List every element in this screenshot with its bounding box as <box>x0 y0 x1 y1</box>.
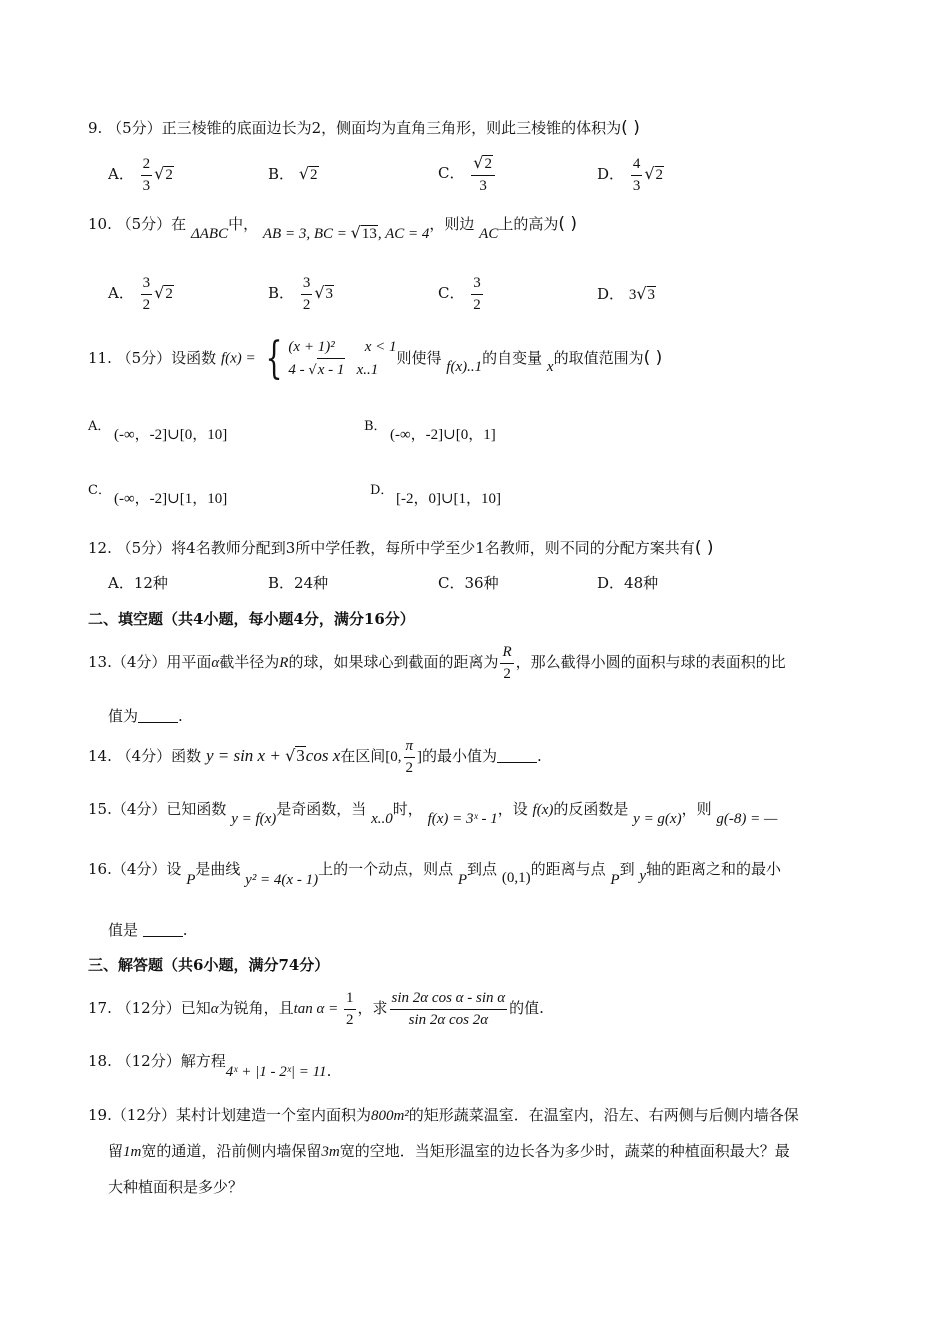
q12-option-b: B．24种 <box>268 574 329 592</box>
q11-option-c-letter: C． <box>88 483 111 498</box>
q11-option-d: [-2，0]∪[1，10] <box>396 491 502 507</box>
q16-line2: 值是 . <box>108 921 188 939</box>
section-heading-answers: 三、解答题（共6小题，满分74分） <box>88 956 330 974</box>
q12-option-c: C．36种 <box>438 574 499 592</box>
q9-option-c: C． $\frac{√2}{3}$ <box>438 154 497 194</box>
q11-option-b: (-∞，-2]∪[0，1] <box>390 427 496 443</box>
q15-stem: 15.（4分）已知函数 y = f(x)是奇函数，当 x..0时， f(x) = 3ˣ - 1，设 f(x)的反函数是 y = g(x)，则 g(-8) = — <box>88 800 778 827</box>
q10-option-c: C． $\frac{3}{2}$ <box>438 275 481 313</box>
q11-option-a: (-∞，-2]∪[0，10] <box>114 427 228 443</box>
q16-stem: 16.（4分）设 P是曲线 y² = 4(x - 1)上的一个动点，则点 P到点 (0,1)的距离与点 P到 y轴的距离之和的最小 <box>88 860 782 888</box>
q13-stem: 13.（4分）用平面α截半径为R的球，如果球心到截面的距离为 $\frac{R}{2}$ ，那么截得小圆的面积与球的表面积的比 <box>88 644 786 682</box>
q9-option-b: B． √2 <box>268 164 318 183</box>
answer-paren: ( ) <box>558 214 578 234</box>
section-heading-fill-in: 二、填空题（共4小题，每小题4分，满分16分） <box>88 610 415 628</box>
q10-option-d: D． 3√3 <box>597 284 656 303</box>
q11-option-c: (-∞，-2]∪[1，10] <box>114 491 228 507</box>
q10-option-a: A． $\frac{3}{2}$ √2 <box>108 275 173 313</box>
q11-option-b-letter: B． <box>364 419 387 434</box>
q19-line2: 留1m宽的通道，沿前侧内墙保留3m宽的空地．当矩形温室的边长各为多少时，蔬菜的种植面积最大？最 <box>108 1142 790 1160</box>
answer-blank <box>138 708 178 723</box>
q12-option-d: D．48种 <box>597 574 659 592</box>
answer-blank <box>143 922 183 937</box>
answer-paren: ( ) <box>621 118 640 138</box>
q12-option-a: A．12种 <box>108 574 168 592</box>
q11-option-a-letter: A． <box>88 419 111 434</box>
q9-option-d: D． $\frac{4}{3}$ √2 <box>597 156 664 194</box>
q13-line2: 值为 . <box>108 707 183 725</box>
q9-stem: 9. （5分）正三棱锥的底面边长为2，侧面均为直角三角形，则此三棱锥的体积为( ) <box>88 118 640 138</box>
answer-paren: ( ) <box>694 538 714 558</box>
q19-line3: 大种植面积是多少？ <box>108 1178 244 1196</box>
answer-paren: ( ) <box>643 348 663 368</box>
q11-stem: 11. （5分）设函数 f(x) = { (x + 1)² x < 1 4 - √x - 1 x..1 则使得 f(x)..1的自变量 x的取值范围为( ) <box>88 333 663 384</box>
answer-blank <box>497 748 537 763</box>
q18-stem: 18. （12分）解方程4ˣ + |1 - 2ˣ| = 11. <box>88 1052 332 1080</box>
q9-option-a: A． $\frac{2}{3}$ √2 <box>108 156 173 194</box>
q17-stem: 17. （12分）已知α为锐角，且tan α = $\frac{1}{2}$ ，求 $\frac{\text{sin 2α cos α - sin α}}{\text{sin 2α cos 2α}}$ 的值. <box>88 990 544 1028</box>
q10-option-b: B． $\frac{3}{2}$ √3 <box>268 275 334 313</box>
q14-stem: 14. （4分）函数 y = sin x + √3cos x在区间[0, $\frac{\pi}{2}$ ]的最小值为 . <box>88 738 542 776</box>
q19-line1: 19.（12分）某村计划建造一个室内面积为800m²的矩形蔬菜温室．在温室内，沿左、右两侧与后侧内墙各保 <box>88 1106 799 1124</box>
q10-stem: 10. （5分）在 ΔABC中， AB = 3, BC = √13, AC = 4，则边 AC上的高为( ) <box>88 214 578 242</box>
q12-stem: 12. （5分）将4名教师分配到3所中学任教，每所中学至少1名教师，则不同的分配方案共有( ) <box>88 538 714 558</box>
q11-option-d-letter: D． <box>370 483 394 498</box>
